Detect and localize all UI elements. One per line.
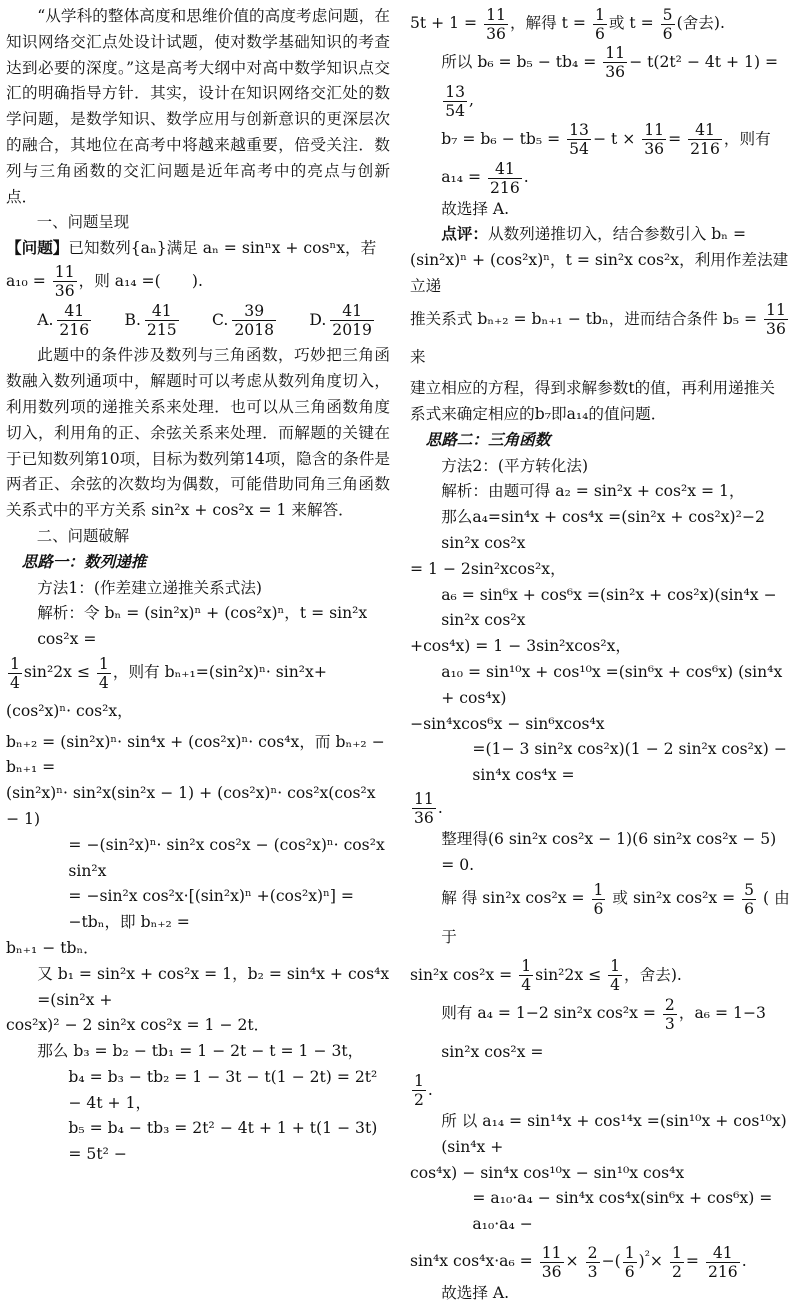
fraction <box>540 1244 564 1281</box>
numerator: 1 <box>593 880 604 899</box>
solution-text: − <box>601 1252 615 1271</box>
conclusion-line: 故选择 A. <box>441 199 510 218</box>
fraction <box>593 6 607 43</box>
comment-line <box>410 222 794 248</box>
solution-text: × <box>565 1252 579 1271</box>
comment-text: 推关系式 bₙ₊₂ = bₙ₊₁ − tbₙ，进而结合条件 b₅ = <box>410 309 758 328</box>
solution-line: 又 b₁ = sin²x + cos²x = 1，b₂ = sin⁴x + cos⁴x =(sin²x + <box>37 964 390 1009</box>
numerator: 2 <box>664 995 675 1014</box>
denominator: 2019 <box>332 321 372 340</box>
answer-options <box>6 302 390 339</box>
fraction <box>706 1244 740 1281</box>
fraction <box>330 302 374 339</box>
fraction <box>592 881 606 918</box>
solution-text: ，则有 bₙ₊₁=(sin²x)ⁿ· sin²x+(cos²x)ⁿ· cos²x， <box>6 663 327 720</box>
solution-line: = a₁₀·a₄ − sin⁴x cos⁴x(sin⁶x + cos⁶x) = a₁₀·a₄ − <box>472 1189 773 1234</box>
denominator: 2 <box>671 1262 682 1281</box>
problem-text-a: 已知数列{aₙ}满足 aₙ = sinⁿx + cosⁿx，若 <box>68 239 377 258</box>
numerator: 39 <box>232 302 276 321</box>
fraction <box>412 790 436 827</box>
problem-line-1 <box>6 236 390 262</box>
denominator: 215 <box>146 321 177 340</box>
denominator: 216 <box>489 178 520 197</box>
solution-text: b₇ = b₆ − tb₅ = <box>441 129 561 148</box>
option-a[interactable] <box>37 302 93 339</box>
fraction <box>443 83 467 120</box>
solution-line: = −(sin²x)ⁿ· sin²x cos²x − (cos²x)ⁿ· cos²x sin²x <box>68 835 385 880</box>
numerator: 11 <box>605 44 626 62</box>
solution-text: 或 sin²x cos²x = <box>612 889 736 908</box>
fraction <box>412 1072 426 1109</box>
denominator: 6 <box>593 899 604 918</box>
denominator: 2 <box>414 1091 424 1110</box>
conclusion-line: 故选择 A. <box>441 1283 510 1302</box>
denominator: 3 <box>664 1014 675 1033</box>
fraction <box>57 302 91 339</box>
solution-line: 所 以 a₁₄ = sin¹⁴x + cos¹⁴x =(sin¹⁰x + cos¹⁰x)(sin⁴x + <box>441 1112 787 1156</box>
numerator: 41 <box>57 302 91 321</box>
solution-text: . <box>437 798 443 817</box>
fraction <box>670 1244 684 1281</box>
solution-text: 5t + 1 = <box>410 14 478 32</box>
solution-line: 那么a₄=sin⁴x + cos⁴x =(sin²x + cos²x)²−2 sin²x cos²x <box>441 508 765 552</box>
comment-line: 系式来确定相应的b₇即a₁₄的值问题． <box>410 404 667 423</box>
fraction <box>232 302 276 339</box>
section-heading-2: 二、问题破解 <box>36 527 130 546</box>
solution-line: bₙ₊₁ − tbₙ． <box>6 938 99 957</box>
solution-text: − t(2t² − 4t + 1) = <box>629 52 779 71</box>
solution-text: ，a₆ = 1−3 sin²x cos²x = <box>441 1004 766 1061</box>
option-b[interactable] <box>125 302 181 339</box>
numerator: 11 <box>644 121 665 139</box>
solution-text: 所以 b₆ = b₅ − tb₄ = <box>441 52 597 71</box>
analysis-paragraph: 此题中的条件涉及数列与三角函数，巧妙把三角函数融入数列通项中，解题时可以考虑从数列角度切入，利用数列项的递推关系来处理．也可以从三角函数角度切入，利用角的正、余弦关系来处理．而解题的关键在于已知数列第10项，目标为数列第14项，隐含的条件是两者正、余弦的次数均为偶数，可能借助同角三角函数关系式中的平方关系 sin²x + cos²x = 1 来解答． <box>6 346 390 520</box>
numerator: 41 <box>688 121 722 140</box>
denominator: 6 <box>744 899 755 918</box>
solution-text: sin²2x ≤ <box>23 663 90 682</box>
solution-line: +cos⁴x) = 1 − 3sin²xcos²x， <box>410 637 631 656</box>
solution-line: a₁₀ = sin¹⁰x + cos¹⁰x =(sin⁶x + cos⁶x) (sin⁴x + cos⁴x) <box>441 662 783 707</box>
numerator: 11 <box>486 5 506 24</box>
comment-line <box>410 300 794 377</box>
solution-line: =(1− 3 sin²x cos²x)(1 − 2 sin²x cos²x) − sin⁴x cos⁴x = <box>472 740 787 785</box>
denominator: 2018 <box>234 321 275 340</box>
problem-question: ，则 a₁₄ =( ). <box>78 271 203 290</box>
solution-text: − t × <box>592 129 636 148</box>
solution-text: ，舍去). <box>624 965 682 984</box>
solution-text: sin²x cos²x = <box>410 965 513 984</box>
denominator: 216 <box>707 1262 738 1281</box>
solution-text: × <box>649 1252 663 1271</box>
section-heading-1: 一、问题呈现 <box>36 213 130 232</box>
fraction <box>663 996 677 1033</box>
numerator: 1 <box>624 1243 635 1262</box>
denominator: 54 <box>445 101 466 120</box>
comment-line: (sin²x)ⁿ + (cos²x)ⁿ，t = sin²x cos²x，利用作差法建立递 <box>410 251 789 295</box>
numerator: 1 <box>521 957 532 976</box>
denominator: 216 <box>59 321 90 340</box>
solution-text: (舍去). <box>676 14 725 32</box>
denominator: 6 <box>624 1262 635 1281</box>
solution-line: bₙ₊₂ = (sin²x)ⁿ· sin⁴x + (cos²x)ⁿ· cos⁴x，而 bₙ₊₂ − bₙ₊₁ = <box>6 732 385 777</box>
solution-line: b₄ = b₃ − tb₂ = 1 − 3t − t(1 − 2t) = 2t² − 4t + 1， <box>68 1067 378 1112</box>
fraction <box>661 6 675 43</box>
option-label: A. <box>37 311 54 330</box>
solution-text: = <box>668 129 682 148</box>
numerator: 5 <box>744 880 755 899</box>
denominator: 36 <box>414 809 434 828</box>
solution-text: 或 t = <box>608 14 654 32</box>
intro-paragraph: “从学科的整体高度和思维价值的高度考虑问题，在知识网络交汇点处设计试题，使对数学基础知识的考查达到必要的深度。”这是高考大纲中对高中数学知识点交汇的明确指导方针．其实，设计在知识网络交汇处的数学问题，是数学知识、数学应用与创新意识的更深层次的融合，其地位在高考中将越来越重要，倍受关注．数列与三角函数的交汇问题是近年高考中的亮点与创新点． <box>6 7 390 206</box>
option-d[interactable] <box>309 302 376 339</box>
solution-line <box>6 653 390 730</box>
fraction <box>53 263 77 300</box>
numerator: 1 <box>671 1243 682 1262</box>
fraction <box>623 1244 637 1281</box>
solution-line: 那么 b₃ = b₂ − tb₁ = 1 − 2t − t = 1 − 3t， <box>37 1042 364 1061</box>
numerator: 41 <box>145 302 179 321</box>
solution-line: $\frac{1}{2}$ . <box>414 1072 433 1110</box>
comment-text: 从数列递推切入，结合参数引入 bₙ = <box>487 225 747 244</box>
option-c[interactable] <box>212 302 278 339</box>
solution-line: b₅ = b₄ − tb₃ = 2t² − 4t + 1 + t(1 − 3t) = 5t² − <box>68 1119 378 1164</box>
denominator: 36 <box>486 24 506 43</box>
exponent: ² <box>644 1249 650 1265</box>
problem-a10: a₁₀ = <box>6 271 46 290</box>
fraction <box>603 44 627 81</box>
fraction <box>567 121 591 158</box>
denominator: 4 <box>610 976 621 995</box>
denominator: 54 <box>569 140 589 158</box>
option-label: B. <box>124 311 141 330</box>
denominator: 216 <box>690 140 720 158</box>
method-heading-2: 方法2：(平方转化法) <box>441 456 589 475</box>
solution-line <box>410 956 794 995</box>
numerator: 1 <box>610 957 621 976</box>
fraction <box>764 301 788 338</box>
numerator: 41 <box>488 160 522 179</box>
problem-tag: 【问题】 <box>6 239 69 258</box>
numerator: 1 <box>414 1072 424 1091</box>
method-heading-1: 方法1：(作差建立递推关系式法) <box>37 578 262 597</box>
solution-text: sin²2x ≤ <box>535 965 602 984</box>
denominator: 36 <box>766 320 786 339</box>
numerator: 1 <box>594 5 605 24</box>
right-column <box>410 4 794 1307</box>
numerator: 11 <box>54 263 75 282</box>
fraction <box>608 957 622 994</box>
solution-text: 解 得 sin²x cos²x = <box>441 889 585 908</box>
solution-line: = −sin²x cos²x·[(sin²x)ⁿ +(cos²x)ⁿ] = −tbₙ，即 bₙ₊₂ = <box>68 887 354 932</box>
solution-text: 则有 a₄ = 1−2 sin²x cos²x = <box>441 1004 656 1023</box>
solution-text: ，解得 t = <box>509 14 586 32</box>
solution-line: 整理得(6 sin²x cos²x − 1)(6 sin²x cos²x − 5) = 0. <box>441 830 777 875</box>
denominator: 4 <box>521 976 532 995</box>
solution-line: sin⁴x cos⁴x·a₆ = $\frac{11}{36}$ × $\frac{2}{3}$ −( $\frac{1}{6}$ )$^{^2}$× $\frac{1}{2}$ = $\frac{41}{216}$ . <box>410 1243 747 1281</box>
solution-line <box>410 879 794 956</box>
solution-text: ，则有 a₁₄ = <box>441 129 771 186</box>
numerator: 1 <box>98 654 109 673</box>
fraction <box>97 655 111 692</box>
option-label: D. <box>309 311 327 330</box>
numerator: 5 <box>662 5 673 24</box>
solution-line: 解析：令 bₙ = (sin²x)ⁿ + (cos²x)ⁿ，t = sin²x cos²x = <box>37 604 368 649</box>
option-label: C. <box>212 311 229 330</box>
numerator: 41 <box>330 302 374 321</box>
fraction <box>145 302 179 339</box>
fraction <box>586 1244 600 1281</box>
denominator: 6 <box>594 24 605 43</box>
denominator: 4 <box>10 673 20 692</box>
fraction <box>484 6 508 43</box>
denominator: 36 <box>644 140 665 158</box>
fraction <box>688 121 722 158</box>
solution-line <box>410 789 794 828</box>
numerator: 13 <box>569 121 589 139</box>
solution-text: = <box>685 1252 699 1271</box>
solution-line: cos⁴x) − sin⁴x cos¹⁰x − sin¹⁰x cos⁴x <box>410 1163 685 1182</box>
problem-line-2 <box>6 262 390 301</box>
fraction <box>742 881 756 918</box>
numerator: 41 <box>706 1244 740 1263</box>
solution-line <box>410 994 794 1071</box>
denominator: 6 <box>662 24 673 43</box>
solution-line <box>410 4 794 43</box>
solution-line: 所以 b₆ = b₅ − tb₄ = $\frac{11}{36}$ − t(2t² − 4t + 1) = $\frac{13}{54}$ , <box>441 44 779 120</box>
left-column <box>6 4 390 1168</box>
fraction <box>488 160 522 197</box>
denominator: 4 <box>98 673 109 692</box>
numerator: 11 <box>541 1243 562 1262</box>
idea-heading-1: 思路一：数列递推 <box>21 552 147 571</box>
comment-text: 来 <box>410 348 426 367</box>
solution-line: = 1 − 2sin²xcos²x， <box>410 559 566 578</box>
idea-heading-2: 思路二：三角函数 <box>425 430 551 449</box>
solution-line: 解析：由题可得 a₂ = sin²x + cos²x = 1， <box>441 482 745 501</box>
solution-line: cos²x)² − 2 sin²x cos²x = 1 − 2t． <box>6 1016 270 1035</box>
comment-line: 建立相应的方程，得到求解参数t的值，再利用递推关 <box>410 379 775 398</box>
solution-text: ( 由 于 <box>441 889 790 946</box>
solution-line: b₇ = b₆ − tb₅ = $\frac{13}{54}$ − t × $\frac{11}{36}$ = $\frac{41}{216}$ ，则有 a₁₄ = $\frac{41}{216}$ . <box>441 121 771 197</box>
numerator: 2 <box>587 1243 598 1262</box>
fraction <box>642 121 666 158</box>
solution-line: (sin²x)ⁿ· sin²x(sin²x − 1) + (cos²x)ⁿ· cos²x(cos²x − 1) <box>6 784 376 828</box>
denominator: 3 <box>587 1262 598 1281</box>
solution-line: −sin⁴xcos⁶x − sin⁶xcos⁴x <box>410 714 605 733</box>
comment-tag: 点评： <box>441 225 488 244</box>
denominator: 36 <box>54 282 75 301</box>
denominator: 36 <box>605 63 626 81</box>
denominator: 36 <box>541 1262 562 1281</box>
numerator: 11 <box>414 790 434 809</box>
numerator: 1 <box>10 654 20 673</box>
solution-line: a₆ = sin⁶x + cos⁶x =(sin²x + cos²x)(sin⁴x − sin²x cos²x <box>441 585 777 630</box>
numerator: 11 <box>766 301 786 320</box>
fraction <box>8 655 22 692</box>
solution-text: sin⁴x cos⁴x·a₆ = <box>410 1252 533 1271</box>
numerator: 13 <box>445 82 466 101</box>
fraction <box>519 957 533 994</box>
